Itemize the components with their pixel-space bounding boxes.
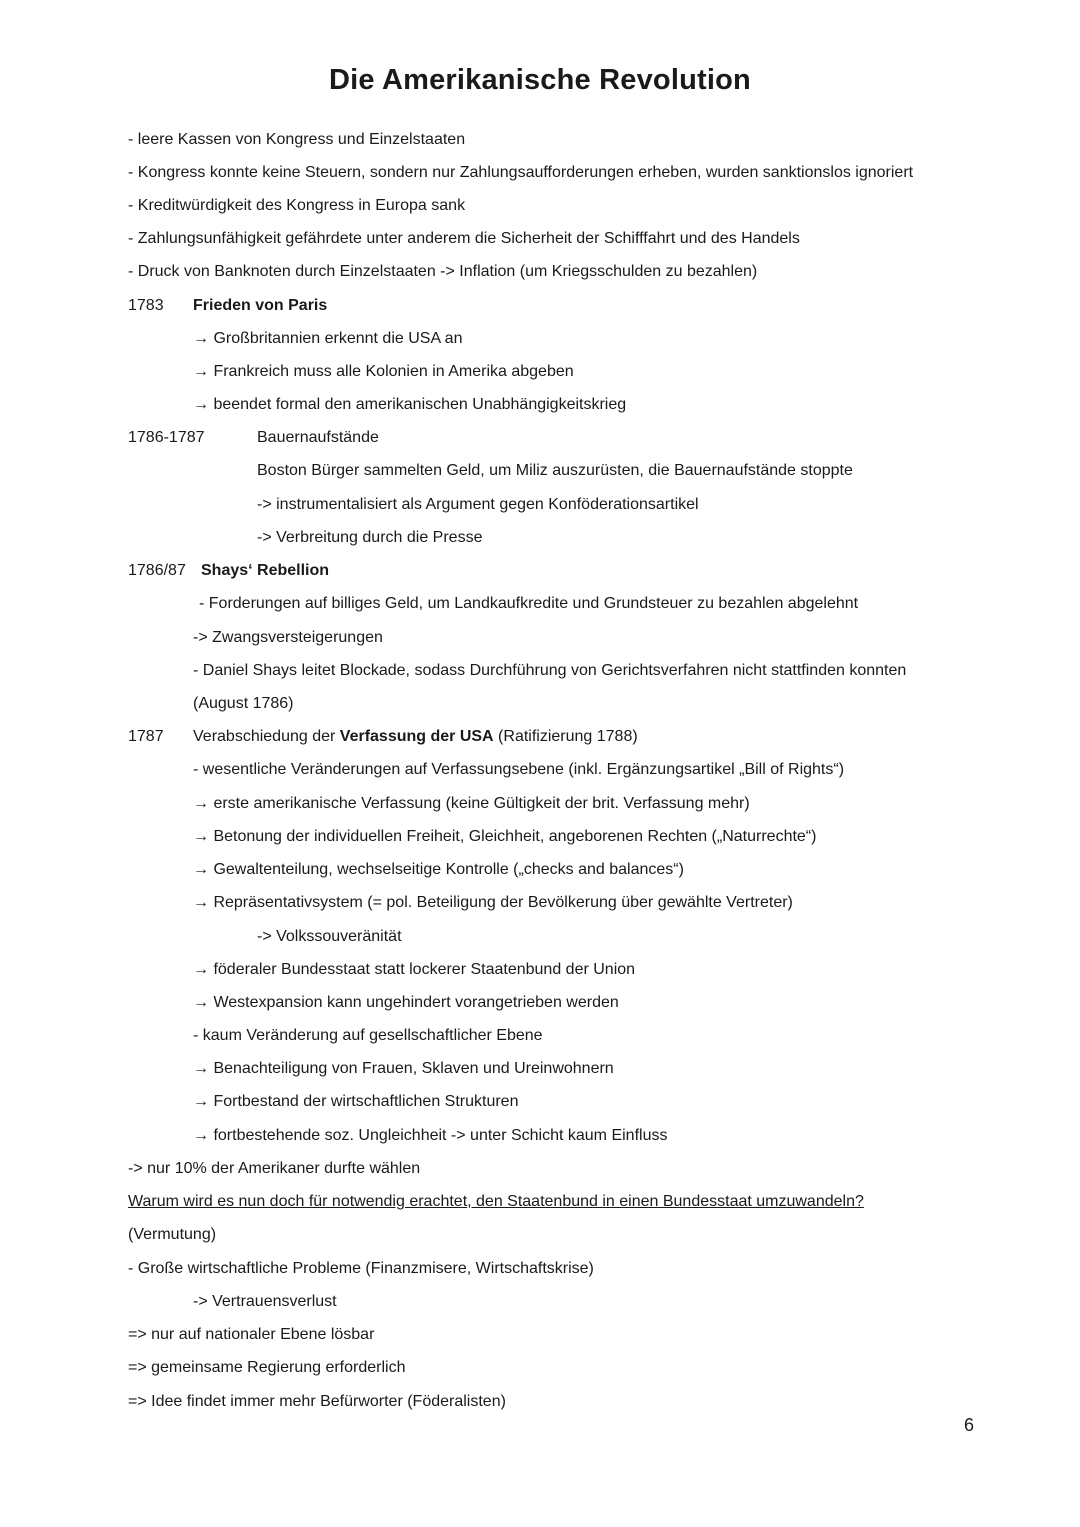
event-item: → beendet formal den amerikanischen Unabhängigkeitskrieg [193,396,627,413]
event-heading: Frieden von Paris [193,297,328,314]
conclusion-item: => nur auf nationaler Ebene lösbar [128,1326,375,1343]
event-item: - wesentliche Veränderungen auf Verfassungsebene (inkl. Ergänzungsartikel „Bill of Rights“) [193,761,845,778]
conclusion-item: => gemeinsame Regierung erforderlich [128,1359,406,1376]
event-item: → Frankreich muss alle Kolonien in Amerika abgeben [193,363,574,380]
heading-pre: Verabschiedung der [193,728,340,745]
event-heading [193,727,638,747]
event-year: 1787 [128,728,164,745]
event-item: → fortbestehende soz. Ungleichheit -> unter Schicht kaum Einfluss [193,1127,668,1144]
event-item: → Fortbestand der wirtschaftlichen Strukturen [193,1093,519,1110]
event-item: Boston Bürger sammelten Geld, um Miliz auszurüsten, die Bauernaufstände stoppte [257,462,853,479]
event-item: → föderaler Bundesstaat statt lockerer Staatenbund der Union [193,961,636,978]
bullet-item: - Kreditwürdigkeit des Kongress in Europa sank [128,197,466,214]
conclusion-item: - Große wirtschaftliche Probleme (Finanzmisere, Wirtschaftskrise) [128,1260,594,1277]
conclusion-item: (Vermutung) [128,1226,217,1243]
event-item: → Repräsentativsystem (= pol. Beteiligung der Bevölkerung über gewählte Vertreter) [193,894,793,911]
page-number: 6 [964,1415,975,1435]
question-heading: Warum wird es nun doch für notwendig erachtet, den Staatenbund in einen Bundesstaat umzuwandeln? [128,1193,864,1210]
heading-post: (Ratifizierung 1788) [493,728,638,745]
conclusion-item: => Idee findet immer mehr Befürworter (Föderalisten) [128,1393,506,1410]
page-title: Die Amerikanische Revolution [329,64,751,96]
bullet-item: - leere Kassen von Kongress und Einzelstaaten [128,131,466,148]
event-item: → erste amerikanische Verfassung (keine Gültigkeit der brit. Verfassung mehr) [193,795,750,812]
heading-bold: Verfassung der USA [339,728,494,745]
event-item: → Großbritannien erkennt die USA an [193,330,463,347]
event-item: → Betonung der individuellen Freiheit, Gleichheit, angeborenen Rechten („Naturrechte“) [193,828,817,845]
event-item: - Daniel Shays leitet Blockade, sodass Durchführung von Gerichtsverfahren nicht stattfinden konnten [193,662,907,679]
event-year: 1786/87 [128,562,186,579]
event-item: -> Zwangsversteigerungen [193,629,383,646]
event-heading: Shays‘ Rebellion [201,562,330,579]
vote-note: -> nur 10% der Amerikaner durfte wählen [128,1160,421,1177]
event-item: (August 1786) [193,695,294,712]
event-item: - Forderungen auf billiges Geld, um Landkaufkredite und Grundsteuer zu bezahlen abgelehnt [199,595,859,612]
event-item: - kaum Veränderung auf gesellschaftlicher Ebene [193,1027,543,1044]
event-year: 1786-1787 [128,429,205,446]
event-item: -> Verbreitung durch die Presse [257,529,483,546]
event-item: -> Volkssouveränität [257,928,402,945]
event-year: 1783 [128,297,164,314]
event-item: → Gewaltenteilung, wechselseitige Kontrolle („checks and balances“) [193,861,684,878]
bullet-item: - Kongress konnte keine Steuern, sondern nur Zahlungsaufforderungen erheben, wurden sanktionslos ignoriert [128,164,914,181]
event-item: -> instrumentalisiert als Argument gegen Konföderationsartikel [257,496,699,513]
event-item: → Benachteiligung von Frauen, Sklaven und Ureinwohnern [193,1060,614,1077]
bullet-item: - Druck von Banknoten durch Einzelstaaten -> Inflation (um Kriegsschulden zu bezahlen) [128,263,758,280]
event-heading: Bauernaufstände [257,429,379,446]
conclusion-item: -> Vertrauensverlust [193,1293,337,1310]
event-item: → Westexpansion kann ungehindert vorangetrieben werden [193,994,619,1011]
bullet-item: - Zahlungsunfähigkeit gefährdete unter anderem die Sicherheit der Schifffahrt und des Handels [128,230,800,247]
